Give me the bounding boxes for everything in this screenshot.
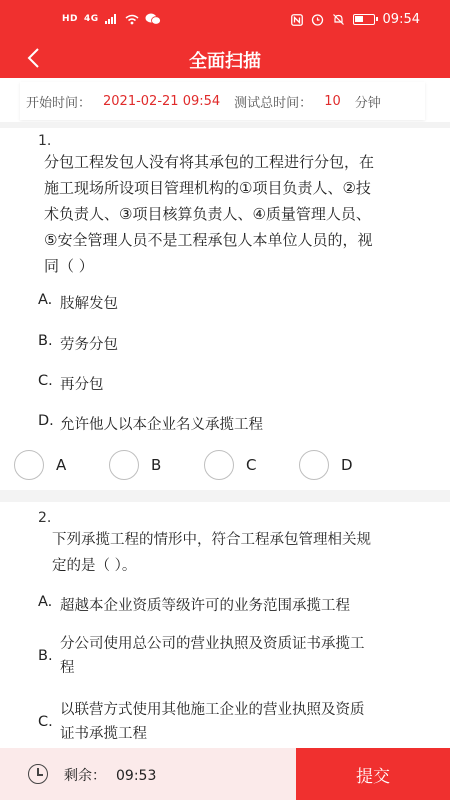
answer-choices xyxy=(0,450,450,480)
option-text: 允许他人以本企业名义承揽工程 xyxy=(60,417,263,433)
total-time-label: 测试总时间： xyxy=(234,95,313,111)
option-c[interactable] xyxy=(38,698,365,746)
radio-circle[interactable] xyxy=(14,450,44,480)
mute-bell-icon xyxy=(332,13,345,26)
start-time-value: 2021-02-21 09:54 xyxy=(103,93,221,109)
status-time: 09:54 xyxy=(382,12,420,27)
wifi-icon xyxy=(125,14,139,25)
status-indicators xyxy=(62,13,161,25)
option-text-line: 以联营方式使用其他施工企业的营业执照及资质 xyxy=(60,702,365,718)
section-divider xyxy=(0,490,450,502)
question-text xyxy=(44,149,444,279)
option-c[interactable] xyxy=(38,373,104,394)
nav-bar xyxy=(0,40,450,78)
total-time-unit: 分钟 xyxy=(354,95,381,111)
option-key: C. xyxy=(38,373,53,389)
radio-label: A xyxy=(56,456,67,474)
option-key: B. xyxy=(38,333,53,349)
option-text: 超越本企业资质等级许可的业务范围承揽工程 xyxy=(60,598,350,614)
status-system xyxy=(291,12,420,27)
page-title: 全面扫描 xyxy=(189,51,261,72)
radio-circle[interactable] xyxy=(109,450,139,480)
option-key: A. xyxy=(38,292,53,308)
answer-radio-d[interactable] xyxy=(299,450,353,480)
option-text-line: 程 xyxy=(60,660,75,676)
radio-label: D xyxy=(341,456,353,474)
question-text-line: 施工现场所设项目管理机构的①项目负责人、②技 xyxy=(44,179,371,197)
status-bar xyxy=(0,0,450,40)
question-text-line: 术负责人、③项目核算负责人、④质量管理人员、 xyxy=(44,205,371,223)
radio-circle[interactable] xyxy=(204,450,234,480)
exam-info-bar xyxy=(20,82,425,120)
battery-icon xyxy=(353,14,375,25)
total-time-value: 10 xyxy=(324,93,341,109)
answer-radio-a[interactable] xyxy=(14,450,66,480)
wechat-icon xyxy=(145,13,161,25)
question-text xyxy=(52,527,444,579)
option-key: D. xyxy=(38,413,54,429)
option-d[interactable] xyxy=(38,413,263,434)
question-number: 2. xyxy=(38,510,52,526)
radio-circle[interactable] xyxy=(299,450,329,480)
answer-radio-c[interactable] xyxy=(204,450,256,480)
option-a[interactable] xyxy=(38,594,350,615)
nfc-icon xyxy=(291,14,303,26)
question-text-line: 同（ ） xyxy=(44,257,94,275)
remaining-time xyxy=(64,765,156,785)
option-text: 再分包 xyxy=(60,377,104,393)
option-text-line: 分公司使用总公司的营业执照及资质证书承揽工 xyxy=(60,636,365,652)
signal-icon xyxy=(105,14,119,24)
option-b[interactable] xyxy=(38,333,118,354)
option-key: C. xyxy=(38,714,53,730)
question-text-line: 定的是（ ）。 xyxy=(52,558,137,574)
remaining-value: 09:53 xyxy=(116,768,157,784)
hd-indicator: HD xyxy=(62,14,79,24)
option-a[interactable] xyxy=(38,292,118,313)
option-text: 肢解发包 xyxy=(60,296,118,312)
alarm-icon xyxy=(311,13,324,26)
radio-label: B xyxy=(151,456,162,474)
question-text-line: 分包工程发包人没有将其承包的工程进行分包，在 xyxy=(44,153,375,171)
radio-label: C xyxy=(246,456,257,474)
option-text xyxy=(60,632,365,680)
question-text-line: ⑤安全管理人员不是工程承包人本单位人员的，视 xyxy=(44,231,373,249)
option-key: A. xyxy=(38,594,53,610)
answer-radio-b[interactable] xyxy=(109,450,161,480)
option-text xyxy=(60,698,365,746)
network-indicator: 4G xyxy=(84,14,99,24)
submit-button[interactable]: 提交 xyxy=(296,748,450,800)
clock-icon xyxy=(28,764,48,784)
question-text-line: 下列承揽工程的情形中，符合工程承包管理相关规 xyxy=(52,532,371,548)
start-time-label: 开始时间： xyxy=(26,95,92,111)
option-text-line: 证书承揽工程 xyxy=(60,726,147,742)
option-b[interactable] xyxy=(38,632,365,680)
option-key: B. xyxy=(38,648,53,664)
remaining-label: 剩余： xyxy=(64,768,106,784)
option-text: 劳务分包 xyxy=(60,337,118,353)
question-number: 1. xyxy=(38,133,52,149)
